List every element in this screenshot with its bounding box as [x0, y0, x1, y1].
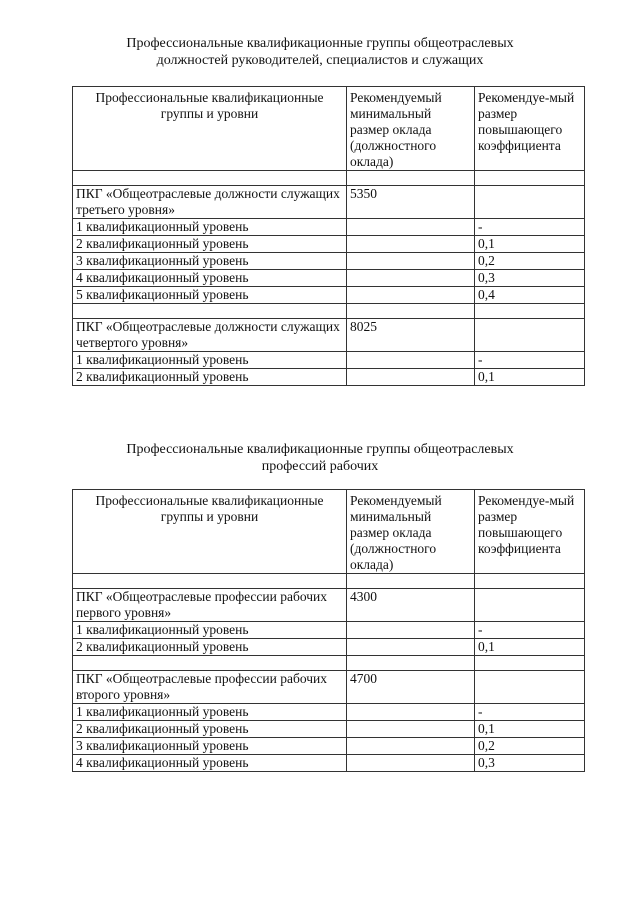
group-name: ПКГ «Общеотраслевые профессии рабочих первого уровня» — [73, 589, 347, 622]
table-row — [73, 236, 585, 253]
group-row — [73, 186, 585, 219]
table-workers — [72, 489, 585, 772]
level-label: 4 квалификационный уровень — [73, 270, 347, 287]
level-label: 2 квалификационный уровень — [73, 369, 347, 386]
header-salary: Рекомендуемый минимальный размер оклада (должностного оклада) — [347, 87, 475, 171]
header-salary: Рекомендуемый минимальный размер оклада (должностного оклада) — [347, 490, 475, 574]
group-name: ПКГ «Общеотраслевые должности служащих четвертого уровня» — [73, 319, 347, 352]
section-title-workers — [0, 441, 640, 475]
level-coef: 0,2 — [475, 738, 585, 755]
table-row — [73, 622, 585, 639]
spacer-row — [73, 304, 585, 319]
title-line: Профессиональные квалификационные группы общеотраслевых — [126, 442, 514, 457]
level-coef: - — [475, 704, 585, 721]
level-label: 2 квалификационный уровень — [73, 721, 347, 738]
level-coef: 0,4 — [475, 287, 585, 304]
group-salary: 5350 — [347, 186, 475, 219]
level-label: 3 квалификационный уровень — [73, 253, 347, 270]
spacer-row — [73, 656, 585, 671]
level-coef: 0,1 — [475, 369, 585, 386]
table-header-row — [73, 87, 585, 171]
group-row — [73, 671, 585, 704]
group-row — [73, 319, 585, 352]
table-employees — [72, 86, 585, 386]
level-label: 4 квалификационный уровень — [73, 755, 347, 772]
level-label: 2 квалификационный уровень — [73, 236, 347, 253]
level-coef: 0,2 — [475, 253, 585, 270]
title-line: должностей руководителей, специалистов и служащих — [156, 53, 484, 68]
level-label: 3 квалификационный уровень — [73, 738, 347, 755]
level-coef: - — [475, 352, 585, 369]
table-row — [73, 219, 585, 236]
table-row — [73, 369, 585, 386]
table-row — [73, 287, 585, 304]
level-label: 5 квалификационный уровень — [73, 287, 347, 304]
level-coef: 0,3 — [475, 755, 585, 772]
level-label: 1 квалификационный уровень — [73, 622, 347, 639]
level-label: 1 квалификационный уровень — [73, 352, 347, 369]
table-header-row — [73, 490, 585, 574]
table-row — [73, 755, 585, 772]
table-row — [73, 738, 585, 755]
group-salary: 8025 — [347, 319, 475, 352]
level-label: 1 квалификационный уровень — [73, 704, 347, 721]
spacer-row — [73, 574, 585, 589]
section-title-employees — [0, 35, 640, 69]
table-row — [73, 270, 585, 287]
table-row — [73, 253, 585, 270]
level-coef: 0,1 — [475, 236, 585, 253]
level-coef: 0,3 — [475, 270, 585, 287]
header-coef: Рекомендуе-мый размер повышающего коэффициента — [475, 87, 585, 171]
header-group: Профессиональные квалификационные группы и уровни — [73, 490, 347, 574]
spacer-row — [73, 171, 585, 186]
level-label: 2 квалификационный уровень — [73, 639, 347, 656]
level-label: 1 квалификационный уровень — [73, 219, 347, 236]
group-salary: 4700 — [347, 671, 475, 704]
table-row — [73, 704, 585, 721]
level-coef: 0,1 — [475, 721, 585, 738]
title-line: профессий рабочих — [261, 459, 379, 474]
level-coef: 0,1 — [475, 639, 585, 656]
level-coef: - — [475, 219, 585, 236]
level-coef: - — [475, 622, 585, 639]
group-name: ПКГ «Общеотраслевые должности служащих третьего уровня» — [73, 186, 347, 219]
title-line: Профессиональные квалификационные группы общеотраслевых — [126, 36, 514, 51]
header-group: Профессиональные квалификационные группы и уровни — [73, 87, 347, 171]
group-name: ПКГ «Общеотраслевые профессии рабочих второго уровня» — [73, 671, 347, 704]
group-row — [73, 589, 585, 622]
header-coef: Рекомендуе-мый размер повышающего коэффициента — [475, 490, 585, 574]
table-row — [73, 639, 585, 656]
group-salary: 4300 — [347, 589, 475, 622]
table-row — [73, 721, 585, 738]
table-row — [73, 352, 585, 369]
